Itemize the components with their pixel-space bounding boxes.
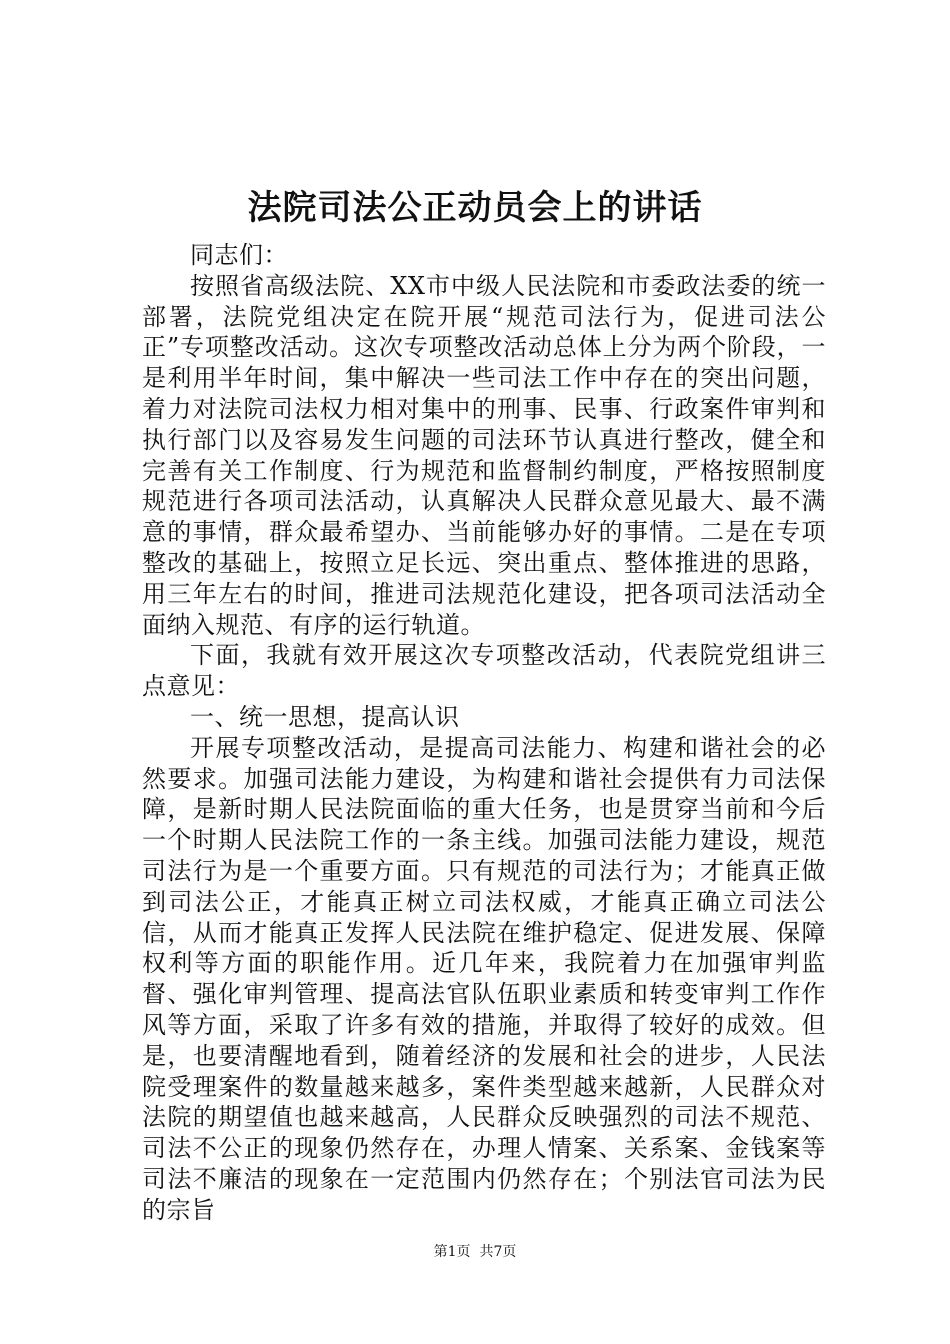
- body-paragraph: 开展专项整改活动，是提高司法能力、构建和谐社会的必然要求。加强司法能力建设，为构建和谐社会提供有力司法保障，是新时期人民法院面临的重大任务，也是贯穿当前和今后一个时期人民法院工作的一条主线。加强司法能力建设，规范司法行为是一个重要方面。只有规范的司法行为；才能真正做到司法公正，才能真正树立司法权威，才能真正确立司法公信，从而才能真正发挥人民法院在维护稳定、促进发展、保障权利等方面的职能作用。近几年来，我院着力在加强审判监督、强化审判管理、提高法官队伍职业素质和转变审判工作作风等方面，采取了许多有效的措施，并取得了较好的成效。但是，也要清醒地看到，随着经济的发展和社会的进步，人民法院受理案件的数量越来越多，案件类型越来越新，人民群众对法院的期望值也越来越高，人民群众反映强烈的司法不规范、司法不公正的现象仍然存在，办理人情案、关系案、金钱案等司法不廉洁的现象在一定范围内仍然存在；个别法官司法为民的宗旨: [142, 733, 826, 1224]
- salutation-paragraph: 同志们：: [190, 241, 288, 269]
- section-heading: 一、统一思想，提高认识: [190, 702, 460, 731]
- document-body: [142, 240, 826, 1226]
- body-paragraph: 下面，我就有效开展这次专项整改活动，代表院党组讲三点意见：: [142, 641, 826, 701]
- body-paragraph: 按照省高级法院、XX市中级人民法院和市委政法委的统一部署，法院党组决定在院开展“规范司法行为，促进司法公正”专项整改活动。这次专项整改活动总体上分为两个阶段，一是利用半年时间，集中解决一些司法工作中存在的突出问题，着力对法院司法权力相对集中的刑事、民事、行政案件审判和执行部门以及容易发生问题的司法环节认真进行整改，健全和完善有关工作制度、行为规范和监督制约制度，严格按照制度规范进行各项司法活动，认真解决人民群众意见最大、最不满意的事情，群众最希望办、当前能够办好的事情。二是在专项整改的基础上，按照立足长远、突出重点、整体推进的思路，用三年左右的时间，推进司法规范化建设，把各项司法活动全面纳入规范、有序的运行轨道。: [142, 271, 826, 639]
- page-footer: [0, 1242, 950, 1262]
- page-number: 第1页: [433, 1244, 471, 1260]
- page-total: 共7页: [479, 1244, 517, 1260]
- document-title: 法院司法公正动员会上的讲话: [247, 188, 703, 228]
